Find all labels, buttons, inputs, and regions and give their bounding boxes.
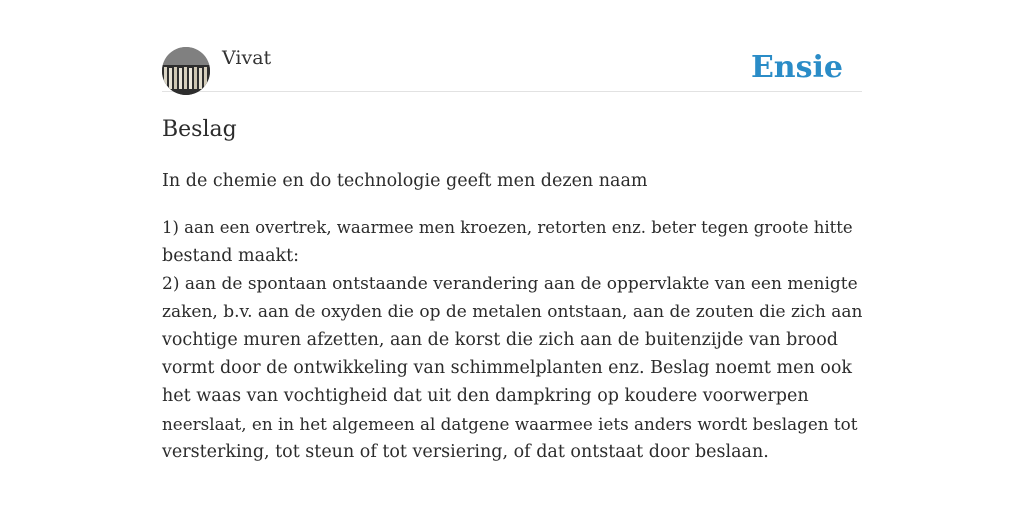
books-icon [162,47,210,95]
article-header [162,46,862,92]
body-line: het waas van vochtigheid dat uit den dampkring op koudere voorwerpen [162,386,809,406]
article-title: Beslag [162,117,237,142]
body-line: 2) aan de spontaan ontstaande verandering aan de oppervlakte van een menigte [162,274,858,294]
avatar[interactable] [162,47,210,95]
body-line: zaken, b.v. aan de oxyden die op de metalen ontstaan, aan de zouten die zich aan [162,302,863,322]
article-body [162,214,862,466]
body-line: bestand maakt: [162,246,300,266]
brand-logo[interactable]: Ensie [750,50,843,85]
body-line: versterking, tot steun of tot versiering, of dat ontstaat door beslaan. [162,442,769,462]
body-line: neerslaat, en in het algemeen al datgene waarmee iets anders wordt beslagen tot [162,414,858,434]
author-name[interactable]: Vivat [222,47,272,69]
body-line: 1) aan een overtrek, waarmee men kroezen, retorten enz. beter tegen groote hitte [162,218,853,237]
article-card [162,46,862,466]
body-line: vormt door de ontwikkeling van schimmelplanten enz. Beslag noemt men ook [162,358,852,378]
body-line: vochtige muren afzetten, aan de korst die zich aan de buitenzijde van brood [162,330,838,350]
article-intro: In de chemie en do technologie geeft men dezen naam [162,171,648,191]
